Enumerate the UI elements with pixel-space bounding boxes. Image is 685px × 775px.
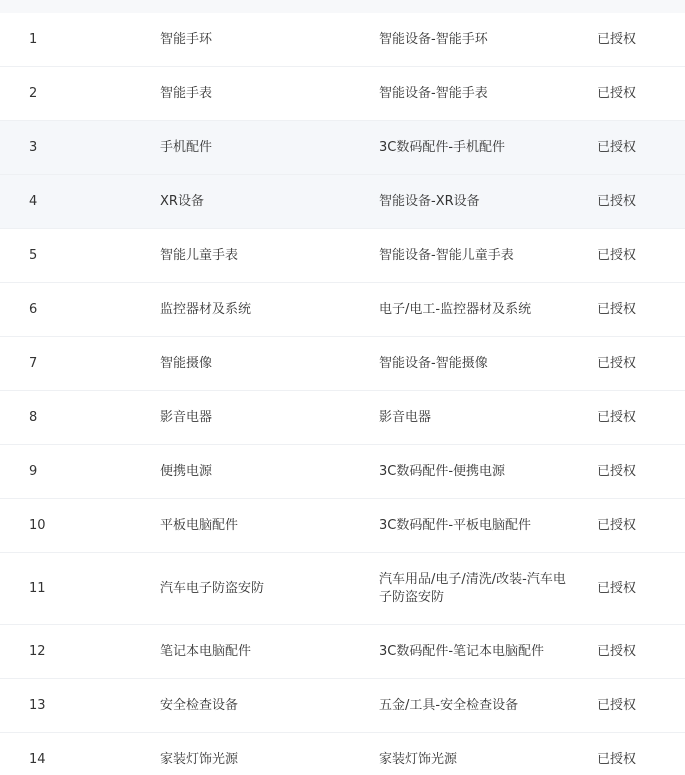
- table-row[interactable]: [0, 229, 685, 283]
- category-name: 监控器材及系统: [160, 301, 252, 317]
- row-index: 7: [29, 355, 38, 371]
- table-row[interactable]: [0, 283, 685, 337]
- table-row[interactable]: [0, 679, 685, 733]
- row-index: 9: [29, 463, 38, 479]
- category-path: 3C数码配件-笔记本电脑配件: [379, 643, 545, 659]
- category-path: 3C数码配件-便携电源: [379, 463, 506, 479]
- table-row[interactable]: [0, 553, 685, 625]
- table-row[interactable]: [0, 67, 685, 121]
- status-badge: 已授权: [597, 301, 637, 317]
- category-name: 智能儿童手表: [160, 247, 239, 263]
- category-name: 笔记本电脑配件: [160, 643, 252, 659]
- status-badge: 已授权: [597, 517, 637, 533]
- table-row[interactable]: [0, 733, 685, 775]
- row-index: 4: [29, 193, 38, 209]
- category-path: 智能设备-智能摄像: [379, 355, 488, 371]
- status-badge: 已授权: [597, 85, 637, 101]
- category-name: 智能摄像: [160, 355, 213, 371]
- status-badge: 已授权: [597, 643, 637, 659]
- category-name: 汽车电子防盗安防: [160, 580, 265, 596]
- row-index: 6: [29, 301, 38, 317]
- status-badge: 已授权: [597, 697, 637, 713]
- status-badge: 已授权: [597, 751, 637, 767]
- category-name: 便携电源: [160, 463, 213, 479]
- category-name: 平板电脑配件: [160, 517, 239, 533]
- category-path: 汽车用品/电子/清洗/改装-汽车电子防盗安防: [379, 571, 566, 605]
- category-path: 影音电器: [379, 409, 432, 425]
- category-path: 家装灯饰光源: [379, 751, 458, 767]
- category-name: 手机配件: [160, 139, 213, 155]
- category-path: 3C数码配件-手机配件: [379, 139, 506, 155]
- category-name: 影音电器: [160, 409, 213, 425]
- category-path: 智能设备-智能手环: [379, 31, 488, 47]
- status-badge: 已授权: [597, 193, 637, 209]
- category-name: 家装灯饰光源: [160, 751, 239, 767]
- status-badge: 已授权: [597, 355, 637, 371]
- category-name: 智能手表: [160, 85, 213, 101]
- category-path: 智能设备-XR设备: [379, 193, 480, 209]
- row-index: 13: [29, 697, 46, 713]
- status-badge: 已授权: [597, 409, 637, 425]
- category-name: 智能手环: [160, 31, 213, 47]
- status-badge: 已授权: [597, 31, 637, 47]
- row-index: 10: [29, 517, 46, 533]
- category-path: 电子/电工-监控器材及系统: [379, 301, 532, 317]
- row-index: 2: [29, 85, 38, 101]
- table-row[interactable]: [0, 175, 685, 229]
- status-badge: 已授权: [597, 247, 637, 263]
- row-index: 14: [29, 751, 46, 767]
- category-path: 3C数码配件-平板电脑配件: [379, 517, 532, 533]
- row-index: 12: [29, 643, 46, 659]
- category-path: 五金/工具-安全检查设备: [379, 697, 519, 713]
- row-index: 11: [29, 580, 46, 596]
- row-index: 1: [29, 31, 38, 47]
- category-name: XR设备: [160, 193, 204, 209]
- table-row[interactable]: [0, 337, 685, 391]
- status-badge: 已授权: [597, 580, 637, 596]
- status-badge: 已授权: [597, 139, 637, 155]
- table-row[interactable]: [0, 625, 685, 679]
- table-row[interactable]: [0, 13, 685, 67]
- category-path: 智能设备-智能手表: [379, 85, 488, 101]
- category-name: 安全检查设备: [160, 697, 239, 713]
- table-row[interactable]: [0, 391, 685, 445]
- row-index: 8: [29, 409, 38, 425]
- table-row[interactable]: [0, 445, 685, 499]
- row-index: 3: [29, 139, 38, 155]
- table-row[interactable]: [0, 121, 685, 175]
- status-badge: 已授权: [597, 463, 637, 479]
- category-path: 智能设备-智能儿童手表: [379, 247, 514, 263]
- row-index: 5: [29, 247, 38, 263]
- table-row[interactable]: [0, 499, 685, 553]
- table-header-strip: [0, 0, 685, 13]
